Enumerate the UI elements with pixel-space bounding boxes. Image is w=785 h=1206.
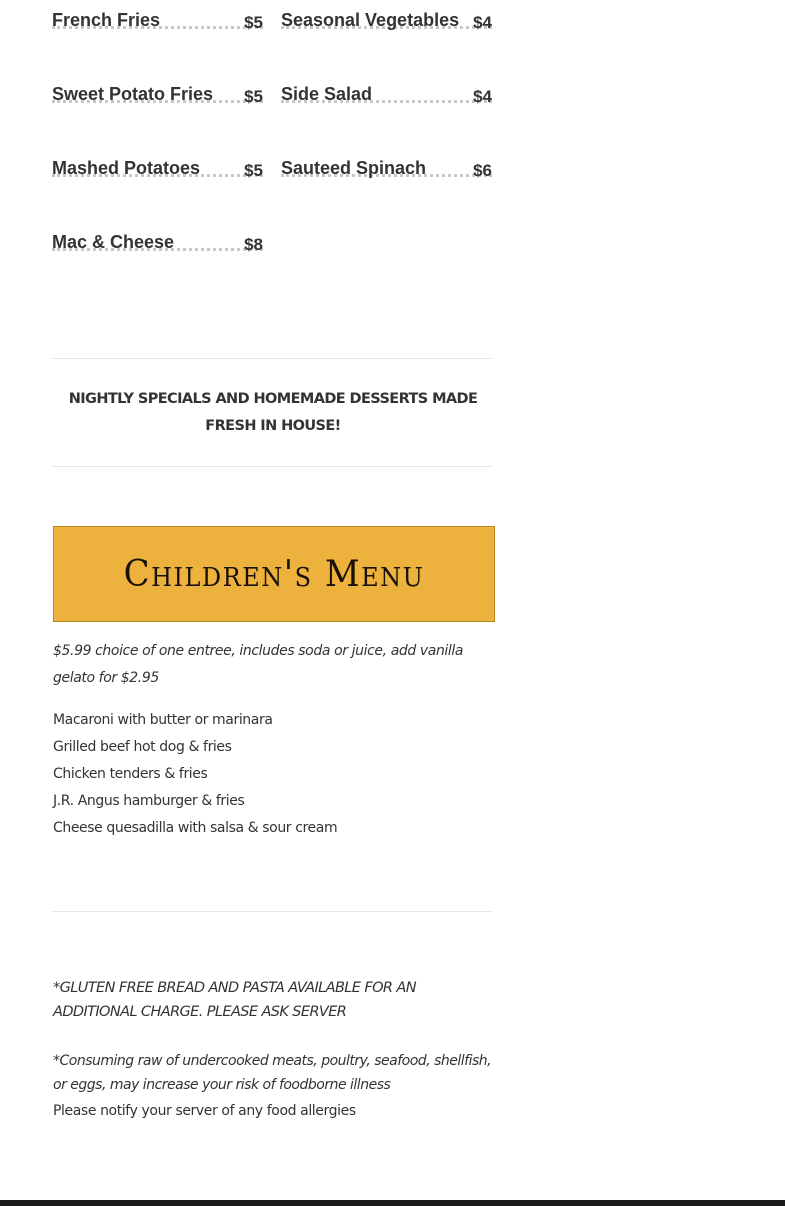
childrens-menu-banner <box>53 526 495 622</box>
side-item-side-salad <box>281 74 492 106</box>
divider <box>52 358 492 359</box>
allergy-notice: Please notify your server of any food allergies <box>53 1103 356 1119</box>
list-item: Chicken tenders & fries <box>53 766 208 782</box>
side-item-price: $4 <box>473 13 492 32</box>
menu-content <box>52 0 494 1119</box>
side-item-sauteed-spinach <box>281 148 492 180</box>
gluten-free-notice: *GLUTEN FREE BREAD AND PASTA AVAILABLE FOR AN ADDITIONAL CHARGE. PLEASE ASK SERVER <box>53 980 416 1020</box>
side-item-price: $8 <box>244 235 263 254</box>
footer-bar <box>0 1200 785 1206</box>
list-item: Cheese quesadilla with salsa & sour cream <box>53 820 338 836</box>
side-item-mac-and-cheese <box>52 222 263 254</box>
list-item: J.R. Angus hamburger & fries <box>53 793 245 809</box>
side-item-price: $5 <box>244 161 263 180</box>
side-item-price: $5 <box>244 87 263 106</box>
side-item-price: $4 <box>473 87 492 106</box>
side-item-seasonal-vegetables <box>281 0 492 32</box>
side-item-mashed-potatoes <box>52 148 263 180</box>
childrens-menu-note: $5.99 choice of one entree, includes soda or juice, add vanilla gelato for $2.95 <box>53 643 464 686</box>
side-item-name: Seasonal Vegetables <box>281 10 460 30</box>
side-item-name: Sweet Potato Fries <box>52 84 214 104</box>
sides-grid <box>52 0 494 262</box>
raw-food-warning: *Consuming raw of undercooked meats, poultry, seafood, shellfish, or eggs, may increase your risk of foodborne illness <box>53 1053 492 1093</box>
specials-announcement: NIGHTLY SPECIALS AND HOMEMADE DESSERTS MADE FRESH IN HOUSE! <box>68 391 478 434</box>
childrens-menu-list <box>53 707 493 842</box>
side-item-price: $5 <box>244 13 263 32</box>
side-item-name: French Fries <box>52 10 161 30</box>
side-item-price: $6 <box>473 161 492 180</box>
divider <box>52 911 492 912</box>
list-item: Grilled beef hot dog & fries <box>53 739 232 755</box>
side-item-name: Sauteed Spinach <box>281 158 427 178</box>
side-item-name: Mashed Potatoes <box>52 158 201 178</box>
side-item-name: Side Salad <box>281 84 373 104</box>
list-item: Macaroni with butter or marinara <box>53 712 273 728</box>
side-item-name: Mac & Cheese <box>52 232 175 252</box>
divider <box>52 466 492 467</box>
side-item-sweet-potato-fries <box>52 74 263 106</box>
childrens-menu-title: Children's Menu <box>123 552 425 596</box>
side-item-french-fries <box>52 0 263 32</box>
